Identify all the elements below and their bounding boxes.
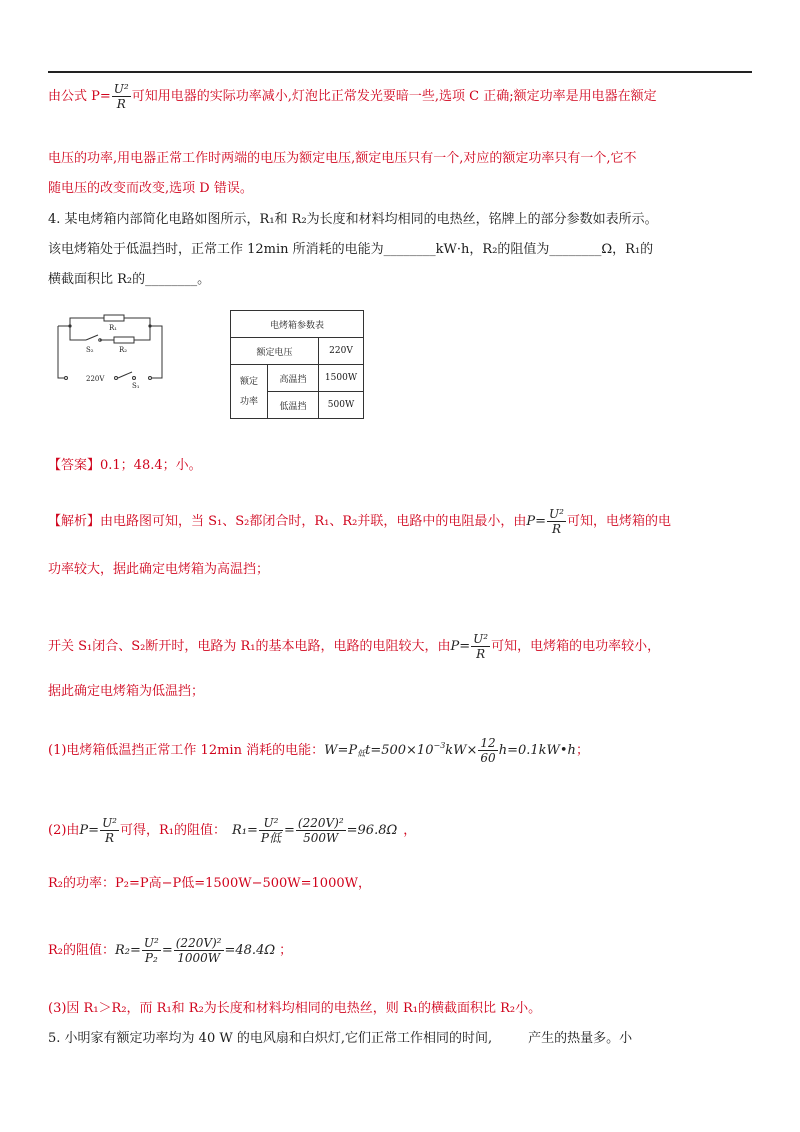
header-rule	[48, 71, 752, 73]
r2-resistor	[114, 337, 134, 343]
eq-part: W=P	[324, 743, 358, 758]
step-2-line	[48, 816, 416, 845]
voltage-label: 220V	[86, 375, 105, 383]
formula-p: P=	[450, 639, 471, 654]
parameter-table	[230, 310, 364, 419]
question-4-line-1: 4. 某电烤箱内部简化电路如图所示，R₁和 R₂为长度和材料均相同的电热丝，铭牌上的部分参数如表所示。	[48, 212, 658, 227]
formula-p: P=	[526, 514, 547, 529]
numerator: U²	[259, 816, 283, 831]
r2-equation: R₂= $\frac{\text{U²}}{\text{P₂}}$ = $\frac{\text{(220V)²}}{1000W}$ =48.4Ω	[115, 936, 276, 965]
analysis-line-4: 据此确定电烤箱为低温挡；	[48, 684, 205, 699]
denominator: R	[476, 647, 486, 661]
formula-p: P=	[79, 823, 100, 838]
denominator: P₂	[144, 951, 158, 965]
r1-equation: R₁= $\frac{\text{U²}}{\text{P低}}$ = $\frac{\text{(220V)²}}{500W}$ =96.8Ω	[232, 816, 398, 845]
numerator: U²	[113, 82, 129, 96]
text: 可知用电器的实际功率减小,灯泡比正常发光要暗一些,选项 C 正确;额定功率是用电器在额定	[131, 89, 657, 104]
energy-equation	[324, 736, 576, 765]
analysis-line-3	[48, 632, 660, 661]
question-4-line-3: 横截面积比 R₂的________。	[48, 272, 211, 287]
eq-part: t=500×10	[365, 743, 434, 758]
para-1-line-1	[48, 82, 657, 111]
rated-power-label	[231, 365, 268, 419]
table-title: 电烤箱参数表	[231, 311, 364, 338]
numerator: U²	[143, 936, 159, 950]
eq-part: R₂=	[115, 943, 141, 958]
denominator: R	[551, 522, 561, 536]
formula-u2-over-r	[112, 82, 131, 111]
s2-label: S₂	[86, 346, 94, 354]
s1-switch	[118, 372, 132, 378]
eq-part: kW×	[445, 743, 478, 758]
rated-voltage-label: 额定电压	[231, 338, 319, 365]
para-1-line-3: 随电压的改变而改变,选项 D 错误。	[48, 181, 253, 196]
step-5-line: (3)因 R₁＞R₂，而 R₁和 R₂为长度和材料均相同的电热丝，则 R₁的横截面积比 R₂小。	[48, 1001, 542, 1016]
denominator: 500W	[303, 831, 339, 845]
text: 由公式 P=	[48, 89, 111, 104]
text: 【解析】由电路图可知，当 S₁、S₂都闭合时，R₁、R₂并联，电路中的电阻最小，由	[48, 514, 527, 529]
step-4-line	[48, 936, 292, 965]
r2-label: R₂	[119, 346, 128, 354]
step-1-line	[48, 736, 589, 765]
rated-voltage-value: 220V	[319, 338, 364, 365]
numerator: U²	[473, 632, 489, 646]
low-gear-label: 低温挡	[268, 392, 319, 419]
eq-exp: −3	[433, 741, 446, 750]
text: 可知，电烤箱的电	[566, 514, 671, 529]
high-gear-label: 高温挡	[268, 365, 319, 392]
analysis-line-2: 功率较大，据此确定电烤箱为高温挡；	[48, 562, 270, 577]
eq-part: h=0.1kW•h	[498, 743, 576, 758]
question-5-line	[48, 1030, 632, 1048]
analysis-line-1	[48, 507, 671, 536]
rated-power-label-1: 额定	[239, 376, 258, 387]
low-gear-value: 500W	[319, 392, 364, 419]
para-1-line-2: 电压的功率,用电器正常工作时两端的电压为额定电压,额定电压只有一个,对应的额定功率只有一个,它不	[48, 151, 637, 166]
s2-switch	[86, 335, 98, 340]
r1-resistor	[104, 315, 124, 321]
fraction-u2-over-plow	[259, 816, 283, 845]
text: 产生的热量多。小	[528, 1031, 633, 1046]
denominator: 1000W	[177, 951, 221, 965]
eq-part: R₁=	[232, 823, 258, 838]
numerator: U²	[549, 507, 564, 521]
numerator: (220V)²	[297, 816, 344, 830]
formula-u2-over-r	[471, 632, 490, 661]
text: 可知，电烤箱的电功率较小，	[491, 639, 661, 654]
eq-part: =48.4Ω	[224, 943, 276, 958]
text: 开关 S₁闭合、S₂断开时，电路为 R₁的基本电路，电路的电阻较大，由	[48, 639, 451, 654]
high-gear-value: 1500W	[319, 365, 364, 392]
denominator: P低	[260, 831, 281, 845]
numerator: (220V)²	[175, 936, 222, 950]
denominator: R	[116, 97, 126, 111]
denominator: R	[105, 831, 115, 845]
question-4-line-2: 该电烤箱处于低温挡时，正常工作 12min 所消耗的电能为________kW·h，R₂的阻值为________Ω，R₁的	[48, 242, 654, 257]
text: ；	[575, 743, 589, 758]
text: ，	[403, 823, 417, 838]
fraction-12-60	[478, 736, 497, 765]
s1-label: S₁	[132, 382, 140, 390]
text: (1)电烤箱低温挡正常工作 12min 消耗的电能：	[48, 743, 325, 758]
answer-line: 【答案】0.1；48.4；小。	[48, 458, 202, 473]
eq-sub: 低	[357, 749, 366, 758]
numerator: U²	[102, 816, 117, 830]
numerator: 12	[480, 736, 496, 750]
text: ；	[279, 943, 293, 958]
eq-part: =96.8Ω	[346, 823, 398, 838]
circuit-diagram	[56, 310, 176, 392]
step-3-line: R₂的功率：P₂=P高−P低=1500W−500W=1000W，	[48, 876, 371, 891]
formula-u2-over-r	[100, 816, 119, 845]
text: 5. 小明家有额定功率均为 40 W 的电风扇和白炽灯,它们正常工作相同的时间,	[48, 1031, 493, 1046]
denominator: 60	[480, 751, 496, 765]
fraction-220-over-1000	[174, 936, 224, 965]
fraction-220-over-500	[296, 816, 346, 845]
text: (2)由	[48, 823, 80, 838]
rated-power-label-2: 功率	[239, 396, 258, 407]
text: 可得，R₁的阻值：	[120, 823, 226, 838]
fraction-u2-over-p2	[142, 936, 161, 965]
text: R₂的阻值：	[48, 943, 115, 958]
formula-u2-over-r	[547, 507, 566, 536]
r1-label: R₁	[109, 324, 118, 332]
